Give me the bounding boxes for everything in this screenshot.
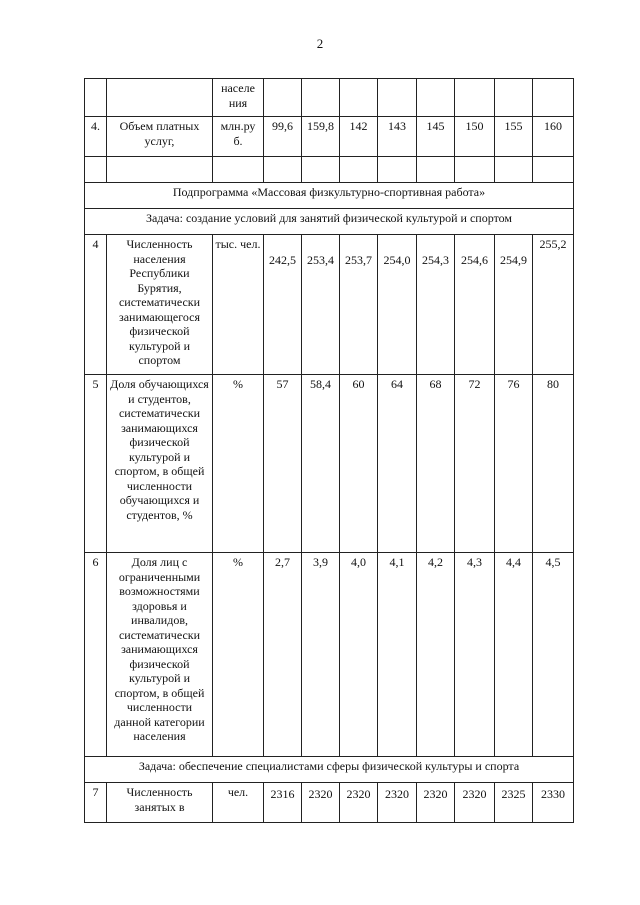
cell-name: Доля обучающихся и студентов, систематически занимающихся физической культурой и спортом, в общей численности обучающихся и студентов, % xyxy=(107,375,213,553)
cell-unit: % xyxy=(213,375,264,553)
table-row xyxy=(85,79,574,117)
subprogram-heading: Подпрограмма «Массовая физкультурно-спортивная работа» xyxy=(85,183,574,209)
cell-value: 2320 xyxy=(340,783,378,823)
cell-value: 4,5 xyxy=(533,553,574,757)
cell-unit: населе ния xyxy=(213,79,264,117)
cell-unit: тыс. чел. xyxy=(213,235,264,375)
table-row xyxy=(85,235,574,375)
cell-value: 2320 xyxy=(455,783,495,823)
cell-value: 159,8 xyxy=(302,117,340,157)
cell-unit: чел. xyxy=(213,783,264,823)
cell-no: 4 xyxy=(85,235,107,375)
cell-no: 7 xyxy=(85,783,107,823)
cell-value: 99,6 xyxy=(264,117,302,157)
table-row xyxy=(85,783,574,823)
cell-value: 4,3 xyxy=(455,553,495,757)
cell-no xyxy=(85,79,107,117)
cell-value: 242,5 xyxy=(264,235,302,375)
cell-no: 5 xyxy=(85,375,107,553)
cell-unit: % xyxy=(213,553,264,757)
cell-value: 4,1 xyxy=(378,553,417,757)
cell-value: 57 xyxy=(264,375,302,553)
cell-value: 2325 xyxy=(495,783,533,823)
table-row xyxy=(85,117,574,157)
cell-value: 253,4 xyxy=(302,235,340,375)
cell-value: 72 xyxy=(455,375,495,553)
task-heading: Задача: обеспечение специалистами сферы физической культуры и спорта xyxy=(85,757,574,783)
cell-value: 253,7 xyxy=(340,235,378,375)
cell-value: 4,2 xyxy=(417,553,455,757)
cell-name: Численность населения Республики Бурятия, систематически занимающегося физической культурой и спортом xyxy=(107,235,213,375)
cell-value: 150 xyxy=(455,117,495,157)
cell-value: 80 xyxy=(533,375,574,553)
cell-value: 160 xyxy=(533,117,574,157)
cell-unit: млн.ру б. xyxy=(213,117,264,157)
cell-no: 4. xyxy=(85,117,107,157)
table-row xyxy=(85,375,574,553)
page-number: 2 xyxy=(316,36,324,51)
cell-value: 143 xyxy=(378,117,417,157)
task-heading: Задача: создание условий для занятий физической культурой и спортом xyxy=(85,209,574,235)
cell-value: 254,9 xyxy=(495,235,533,375)
cell-value: 145 xyxy=(417,117,455,157)
cell-name xyxy=(107,79,213,117)
table-row xyxy=(85,157,574,183)
cell-name: Доля лиц с ограниченными возможностями здоровья и инвалидов, систематически занимающихся физической культурой и спортом, в общей численности данной категории населения xyxy=(107,553,213,757)
cell-value: 155 xyxy=(495,117,533,157)
table-row xyxy=(85,209,574,235)
cell-value: 2320 xyxy=(378,783,417,823)
cell-value: 254,0 xyxy=(378,235,417,375)
cell-value: 68 xyxy=(417,375,455,553)
cell-value: 2316 xyxy=(264,783,302,823)
cell-value: 2320 xyxy=(417,783,455,823)
cell-value: 255,2 xyxy=(533,235,574,375)
cell-value: 2,7 xyxy=(264,553,302,757)
cell-value: 60 xyxy=(340,375,378,553)
cell-value: 58,4 xyxy=(302,375,340,553)
cell-value: 4,0 xyxy=(340,553,378,757)
cell-value: 254,3 xyxy=(417,235,455,375)
cell-value: 76 xyxy=(495,375,533,553)
table-row xyxy=(85,553,574,757)
cell-value: 2320 xyxy=(302,783,340,823)
table-row xyxy=(85,183,574,209)
cell-value: 4,4 xyxy=(495,553,533,757)
cell-value: 254,6 xyxy=(455,235,495,375)
indicators-table xyxy=(84,78,574,823)
cell-value: 3,9 xyxy=(302,553,340,757)
cell-name: Объем платных услуг, xyxy=(107,117,213,157)
cell-no: 6 xyxy=(85,553,107,757)
cell-name: Численность занятых в xyxy=(107,783,213,823)
cell-value: 142 xyxy=(340,117,378,157)
cell-value: 64 xyxy=(378,375,417,553)
cell-value: 2330 xyxy=(533,783,574,823)
table-row xyxy=(85,757,574,783)
